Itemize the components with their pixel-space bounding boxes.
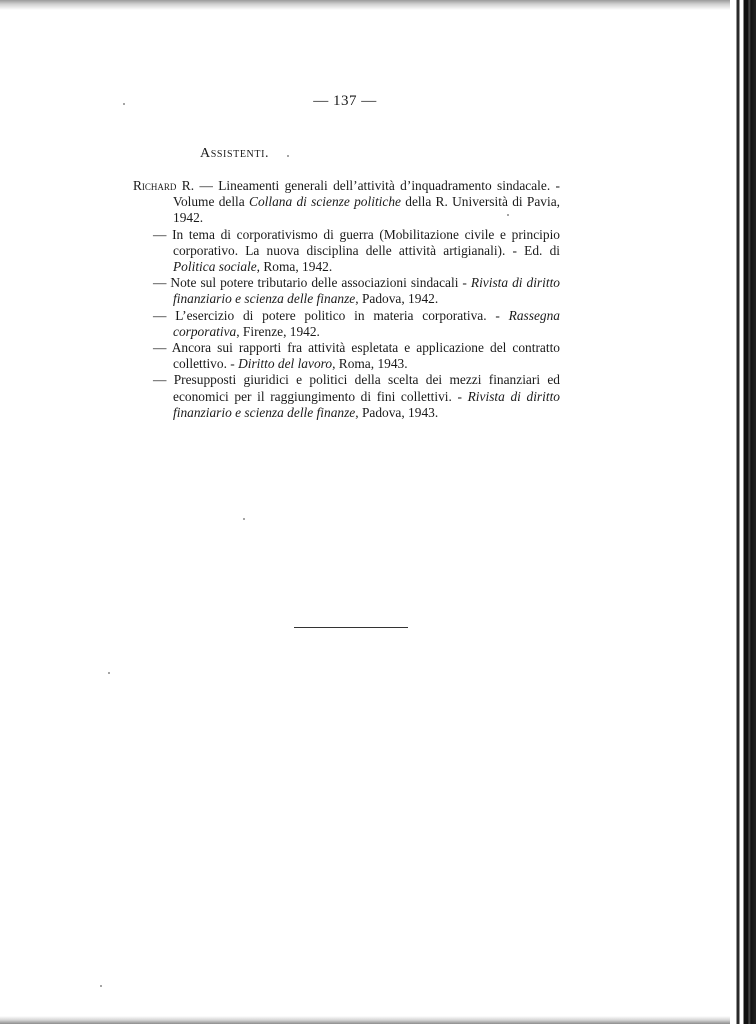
bibliography-entry [133,227,560,276]
scan-speck [243,518,245,520]
scan-speck [507,214,509,216]
scan-speck [100,985,102,987]
bibliography-entry [133,308,560,340]
entry-imprint: , Roma, 1942. [256,259,333,275]
entry-publication: Collana di scienze politiche [249,194,401,210]
entry-publication: Rivista di diritto finanziario e scienza delle finanze [173,275,560,307]
scan-speck [287,155,289,157]
page-bottom-edge [0,1016,756,1024]
section-heading: Assistenti. [200,146,270,161]
entry-publication: Rassegna corporativa [173,307,560,339]
bibliography-entry [133,372,560,421]
entry-imprint: , Padova, 1942. [355,291,439,307]
entry-publication: Rivista di diritto finanziario e scienza delle finanze [173,388,560,420]
entry-dash: — [153,372,174,388]
entry-dash: — [153,307,176,323]
entry-dash: — [194,178,219,193]
entry-imprint: della R. Università di Pavia, 1942. [173,194,560,226]
entry-publication: Diritto del lavoro [238,356,333,372]
scan-speck [123,103,125,105]
page-top-edge [0,0,756,10]
entry-dash: — [153,340,172,356]
entry-text: Ancora sui rapporti fra attività espletata e applicazione del contratto collettivo. - [171,340,560,372]
entry-dash: — [153,275,171,291]
bibliography-entry [133,340,560,372]
page-number: — 137 — [313,93,377,109]
section-divider-rule [294,627,408,628]
entry-text: In tema di corporativismo di guerra (Mobilitazione civile e principio corporativo. La nuova disciplina delle attività artigianali). - Ed. di [172,226,560,258]
scan-speck [108,672,110,674]
bibliography-entry [133,275,560,307]
bibliography-entry [133,178,560,227]
entry-imprint: , Padova, 1943. [355,404,439,420]
entry-text: Presupposti giuridici e politici della scelta dei mezzi finanziari ed economici per il raggiungimento di fini collettivi. - [173,372,560,404]
entry-text: L’esercizio di potere politico in materia corporativa. - [175,307,509,323]
entry-publication: Politica sociale [173,259,257,275]
entry-imprint: , Roma, 1943. [332,356,408,372]
book-spine-edge [730,0,756,1024]
entry-imprint: , Firenze, 1942. [236,323,320,339]
entry-dash: — [153,226,173,242]
bibliography-list [133,178,560,421]
entry-text: Note sul potere tributario delle associazioni sindacali - [170,275,471,291]
entry-text: Lineamenti generali dell’attività d’inquadramento sindacale. - Volume della [173,178,561,210]
entry-author: Richard R. [133,178,195,193]
